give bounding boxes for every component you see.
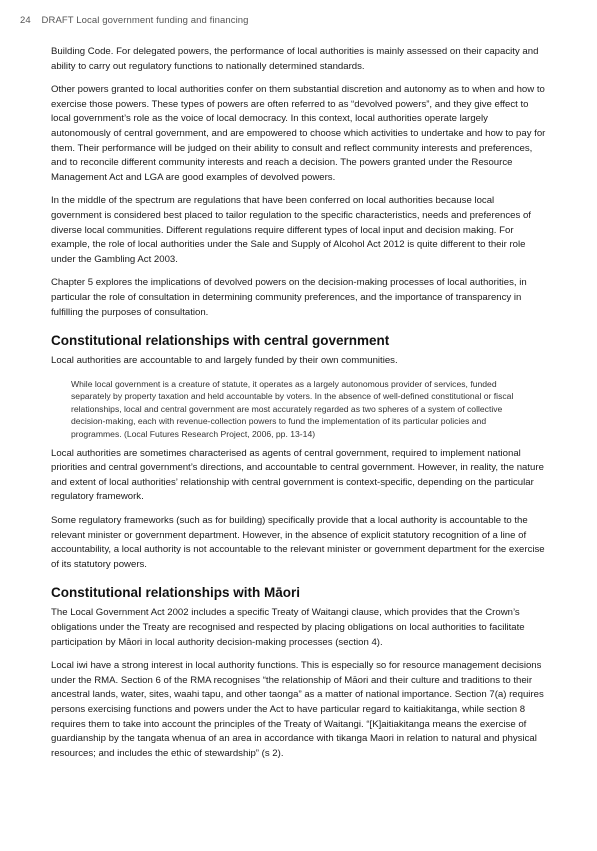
section-heading-maori: Constitutional relationships with Māori [51,585,301,601]
block-quote: While local government is a creature of statute, it operates as a largely autonomous provider of services, funded separately by property taxation and held accountable by voters. In the absence of well-defined constitutional or fiscal relationships, local and central government are most accurately regarded as two spheres of a system of collective decision-making, each with revenue-collection powers to fund the implementation of its particular policies and programmes. (Local Futures Research Project, 2006, pp. 13-14) [71,378,514,440]
paragraph: Local authorities are sometimes characterised as agents of central government, required to implement national priorities and central government’s directions, and accountable to central government. However, in reality, the nature and extent of local authorities’ relationship with central government is context-specific, depending on the particular regulatory framework. [51,447,544,503]
paragraph: Other powers granted to local authorities confer on them substantial discretion and autonomy as to when and how to exercise those powers. These types of powers are often referred to as “devolved powers”, and they give effect to local government’s role as the voice of local democracy. In this context, local authorities operate largely autonomously of central government, and are empowered to choose which activities to undertake and how to pay for them. Their performance will be judged on their ability to consult and reflect community interests and preferences, and to reconcile different community interests and reach a decision. The powers granted under the Resource Management Act and LGA are good examples of devolved powers. [51,84,546,183]
paragraph: Local iwi have a strong interest in local authority functions. This is especially so for resource management decisions under the RMA. Section 6 of the RMA recognises “the relationship of Māori and their culture and traditions to their ancestral lands, water, sites, waahi tapu, and other taonga” as a matter of national importance. Section 7(a) requires persons exercising functions and powers under the Act to have particular regard to kaitiakitanga, while section 8 requires them to take into account the principles of the Treaty of Waitangi. “[K]aitiakitanga means the exercise of guardianship by the tangata whenua of an area in accordance with tikanga Maori in relation to natural and physical resources; and includes the ethic of stewardship” (s 2). [51,660,544,759]
page-body [51,45,546,770]
paragraph: Local authorities are accountable to and largely funded by their own communities. [51,355,398,367]
paragraph: Chapter 5 explores the implications of devolved powers on the decision-making processes of local authorities, in particular the role of consultation in determining community preferences, and the importance of transparency in fulfilling the purposes of consultation. [51,277,527,318]
page-number: 24 [20,15,31,26]
running-header [20,15,249,26]
paragraph: The Local Government Act 2002 includes a specific Treaty of Waitangi clause, which provides that the Crown’s obligations under the Treaty are recognised and respected by placing obligations on local authorities to facilitate participation by Māori in local authority decision-making processes (section 4). [51,607,525,648]
paragraph: Building Code. For delegated powers, the performance of local authorities is mainly assessed on their capacity and ability to carry out regulatory functions to nationally determined standards. [51,46,539,72]
section-heading-central-government: Constitutional relationships with central government [51,333,390,349]
paragraph: In the middle of the spectrum are regulations that have been conferred on local authorities because local government is considered best placed to tailor regulation to the specific characteristics, needs and preferences of diverse local communities. Different regulations require different types of local input and decision making. For example, the role of local authorities under the Sale and Supply of Alcohol Act 2012 is quite different to their role under the Gambling Act 2003. [51,195,531,265]
paragraph: Some regulatory frameworks (such as for building) specifically provide that a local authority is accountable to the relevant minister or government department. However, in the absence of explicit statutory recognition of a line of accountability, a local authority is not accountable to the relevant minister or government department for the exercise of its statutory powers. [51,515,545,570]
document-title: DRAFT Local government funding and financing [41,15,249,26]
